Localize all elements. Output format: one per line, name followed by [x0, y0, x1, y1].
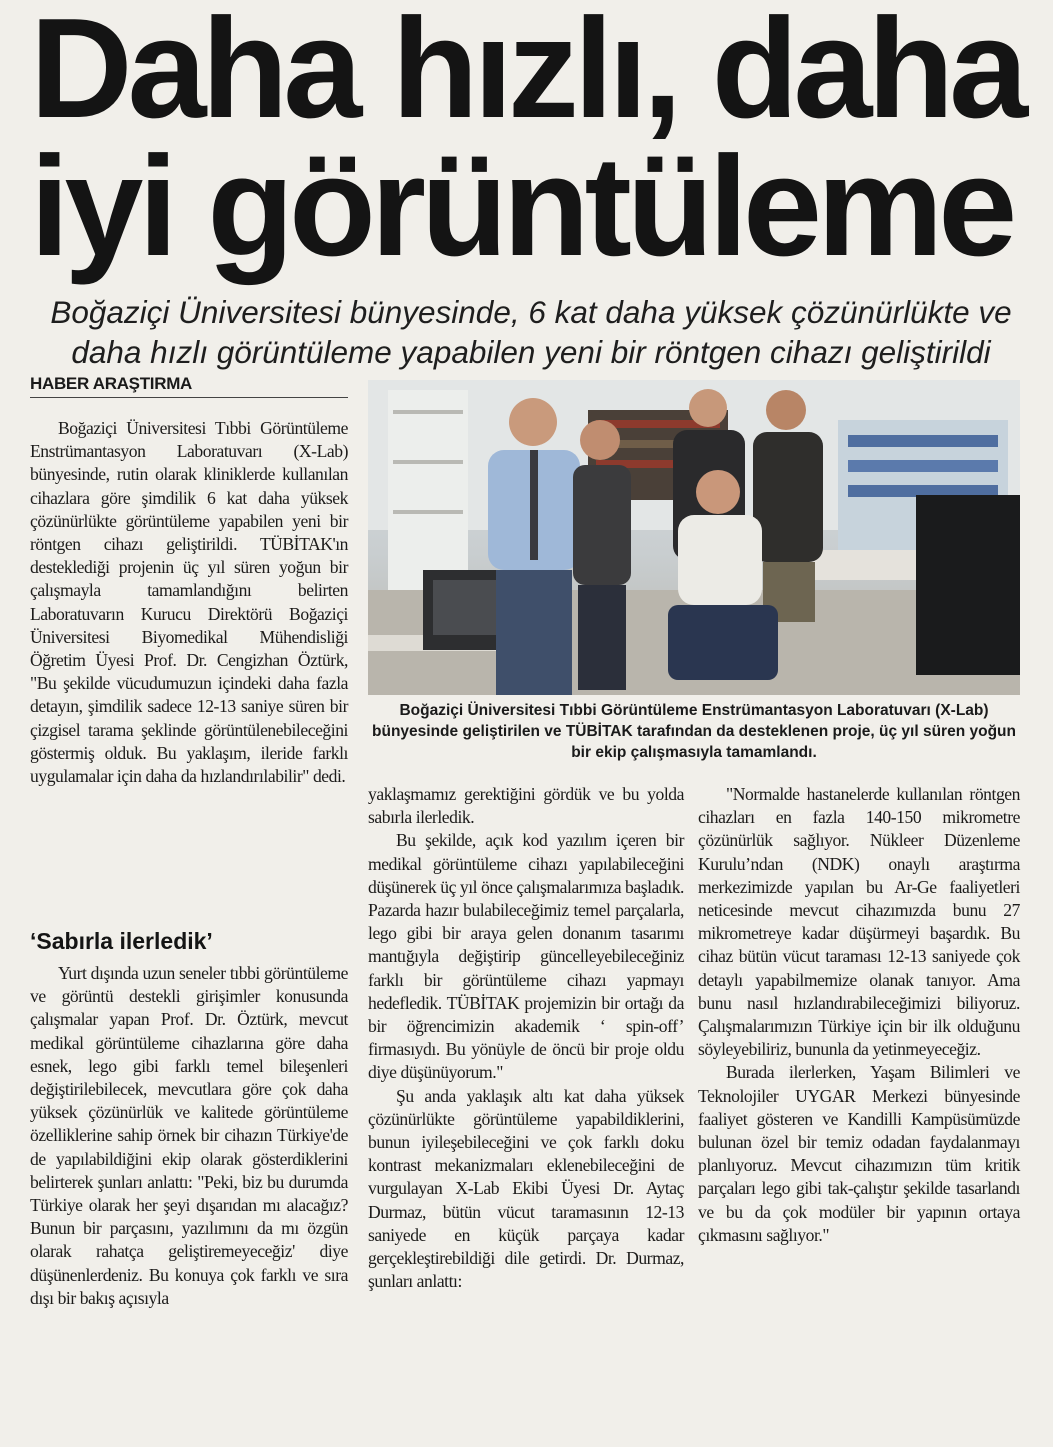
- subhead-line-1: Boğaziçi Üniversitesi bünyesinde, 6 kat daha yüksek çözünürlükte ve: [50, 294, 1012, 330]
- paragraph: Şu anda yaklaşık altı kat daha yüksek çözünürlükte görüntüleme yapabildiklerini, bunun iyileşebileceğini ve çok farklı doku kontrast mekanizmaları eklenebileceğini de vurgulayan X-Lab Ekibi Üyesi Dr. Aytaç Durmaz, bütün vücut taramasının 12-13 saniyede en küçük parçaya kadar gerçekleştirebildiği dile getirdi. Dr. Durmaz, şunları anlattı:: [368, 1085, 684, 1292]
- byline: HABER ARAŞTIRMA: [30, 374, 348, 398]
- paragraph: Boğaziçi Üniversitesi Tıbbi Görüntüleme Enstrümantasyon Laboratuvarı (X-Lab) bünyesinde, rutin olarak kliniklerde kullanılan cihazlara göre şimdilik 6 kat daha yüksek çözünürlükte görüntüleme yapabilen yeni bir röntgen cihazı geliştirildi. TÜBİTAK'ın desteklediği projenin üç yıl süren yoğun bir çalışmayla tamamlandığını belirten Laboratuvarın Kurucu Direktörü Boğaziçi Üniversitesi Biyomedikal Mühendisliği Öğretim Üyesi Prof. Dr. Cengizhan Öztürk, "Bu şekilde vücudumuzun içindeki daha fazla detayın, şimdilik sadece 12-13 saniye süren bir çizgisel tarama şeklinde görüntülenebileceğini göstermiş olduk. Bu yaklaşım, ileride farklı uygulamalar için daha da hızlandırılabilir" dedi.: [30, 418, 348, 787]
- paragraph: Burada ilerlerken, Yaşam Bilimleri ve Teknolojiler UYGAR Merkezi bünyesinde faaliyet gösteren ve Kandilli Kampüsümüzde bulunan özel bir temiz odadan faydalanmayı planlıyoruz. Mevcut cihazımızın tüm kritik parçaları lego gibi tak-çalıştır şekilde tasarlandı ve bu da çok modüler bir yapının ortaya çıkmasını sağlıyor.": [698, 1062, 1020, 1245]
- subhead-line-2: daha hızlı görüntüleme yapabilen yeni bir röntgen cihazı geliştirildi: [71, 334, 991, 370]
- paragraph: Bu şekilde, açık kod yazılım içeren bir medikal görüntüleme cihazı yapılabileceğini düşünerek üç yıl önce çalışmalarımıza başladık. Pazarda hazır bulabileceğimiz temel parçalarla, lego gibi bir araya gelen donanım tasarımı mantığıyla değiştirip güncelleyebileceğiniz farklı bir görüntüleme cihazı yapmayı hedefledik. TÜBİTAK projemizin bir ortağı da bir öğrencimizin akademik ‘ spin-off’ firmasıydı. Bu yönüyle de öncü bir proje oldu diye düşünüyorum.": [368, 830, 684, 1083]
- paragraph: Yurt dışında uzun seneler tıbbi görüntüleme ve görüntü destekli girişimler konusunda çalışmalar yapan Prof. Dr. Öztürk, mevcut medikal görüntüleme cihazlarına göre daha esnek, lego gibi farklı temel bileşenleri değiştirilebilecek, mevcutlara göre çok daha yüksek çözünürlük ve kalitede görüntüleme özelliklerine sahip örnek bir cihazın Türkiye'de de yapılabildiğini ekip olarak gösterdiklerini belirterek şunları anlattı: "Peki, biz bu durumda Türkiye olarak her şeyi dışarıdan mı alacağız? Bunun bir parçasını, yazılımını da mı özgün olarak rahatça geliştiremeyeceğiz' diye düşünenlerdeniz. Bu konuya çok farklı ve sıra dışı bir bakış açısıyla: [30, 963, 348, 1308]
- column-2: [368, 783, 684, 1293]
- headline-line-2: iyi görüntüleme: [30, 127, 1013, 286]
- headline: [30, 0, 1030, 286]
- lab-team-photo: [368, 380, 1020, 695]
- column-1-bottom: [30, 962, 348, 1310]
- paragraph: "Normalde hastanelerde kullanılan röntgen cihazları en fazla 140-150 mikrometre çözünürlük sağlıyor. Nükleer Düzenleme Kurulu’ndan (NDK) onaylı araştırma merkezimizde yapılan bu Ar-Ge faaliyetleri neticesinde mevcut cihazımızda bunu 27 mikrometreye kadar düşürmeyi başardık. Bu cihaz bütün vücut taraması 12-13 saniyede çok detaylı yapabilmemize olanak tanıyor. Ama bunu nasıl hızlandırabileceğimizi biliyoruz. Çalışmalarımızın Türkiye için bir ilk olduğunu söyleyebiliriz, bununla da yetinmeyeceğiz.: [698, 784, 1020, 1060]
- paragraph: yaklaşmamız gerektiğini gördük ve bu yolda sabırla ilerledik.: [368, 784, 684, 828]
- subheadline: [36, 292, 1026, 372]
- section-subtitle: ‘Sabırla ilerledik’: [30, 928, 213, 954]
- photo-caption: Boğaziçi Üniversitesi Tıbbi Görüntüleme Enstrümantasyon Laboratuvarı (X-Lab) bünyesinde geliştirilen ve TÜBİTAK tarafından da desteklenen proje, üç yıl süren yoğun bir ekip çalışmasıyla tamamlandı.: [372, 702, 1016, 761]
- column-3: [698, 783, 1020, 1247]
- column-1-top: [30, 417, 348, 788]
- headline-line-1: Daha hızlı, daha: [30, 0, 1024, 148]
